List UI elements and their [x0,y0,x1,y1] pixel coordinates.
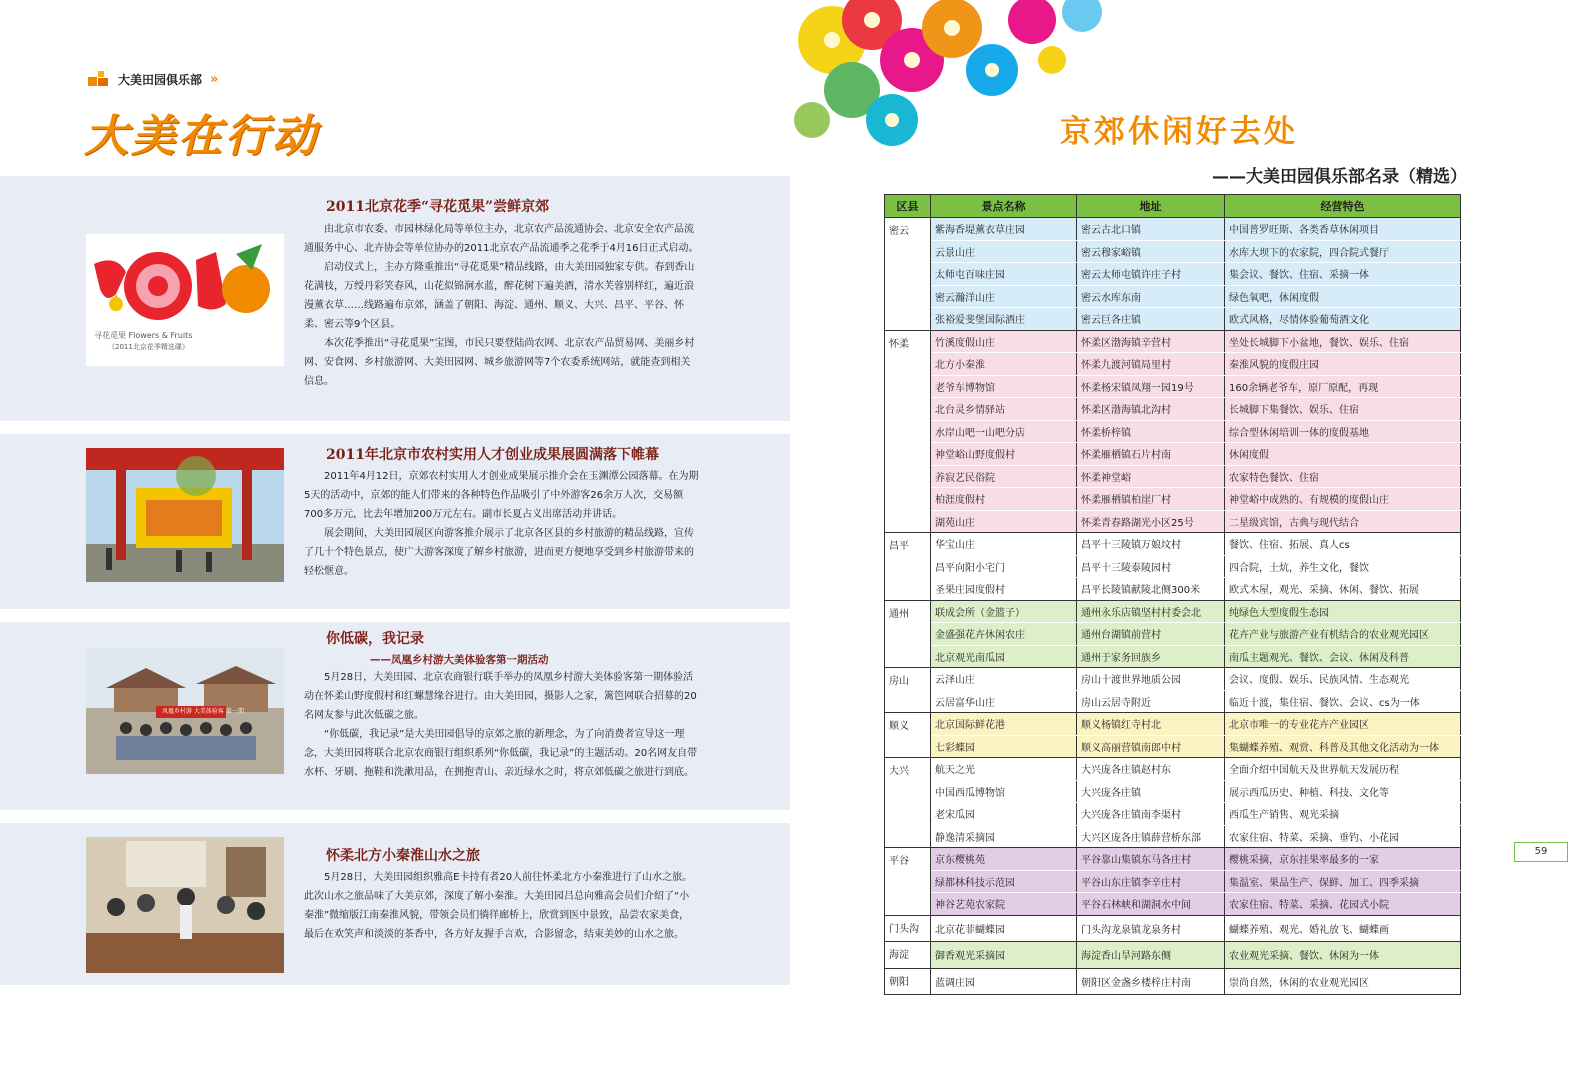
table-row [885,915,1461,942]
table-row [885,375,1461,398]
article-panel-4 [0,823,790,985]
feature-cell: 会议、度假、娱乐、民族风情、生态观光 [1225,668,1461,691]
address-cell: 昌平十三陵泰陵园村 [1077,555,1225,578]
feature-cell: 秦淮风貌的度假庄园 [1225,353,1461,376]
table-row [885,263,1461,286]
feature-cell: 餐饮、住宿、拓展、真人cs [1225,533,1461,556]
table-row [885,533,1461,556]
brand-name: 大美田园俱乐部 [118,72,203,87]
address-cell: 昌平十三陵镇万娘坟村 [1077,533,1225,556]
directory-title: 京郊休闲好去处 [1060,114,1298,150]
address-cell: 顺义杨镇红寺村北 [1077,713,1225,736]
region-cell: 朝阳 [885,968,931,995]
site-name-cell: 蓝调庄园 [931,968,1077,995]
site-name-cell: 绿都林科技示范园 [931,870,1077,893]
site-name-cell: 张裕爱斐堡国际酒庄 [931,308,1077,331]
expo-photo [86,448,284,582]
table-row [885,780,1461,803]
feature-cell: 综合型休闲培训一体的度假基地 [1225,420,1461,443]
site-name-cell: 云景山庄 [931,240,1077,263]
directory-subtitle: ——大美田园俱乐部名录（精选） [1212,167,1467,187]
feature-cell: 樱桃采摘，京东挂果率最多的一家 [1225,848,1461,871]
table-row [885,240,1461,263]
site-name-cell: 竹溪度假山庄 [931,330,1077,353]
article-body [304,467,699,581]
table-row [885,825,1461,848]
feature-cell: 南瓜主题观光、餐饮、会议、休闲及科普 [1225,645,1461,668]
table-row [885,353,1461,376]
site-name-cell: 云泽山庄 [931,668,1077,691]
site-name-cell: 金盛强花卉休闲农庄 [931,623,1077,646]
site-name-cell: 北方小秦淮 [931,353,1077,376]
table-row [885,690,1461,713]
article-paragraph: “你低碳，我记录”是大美田园倡导的京郊之旅的新理念，为了向消费者宣导这一理念，大美田园将联合北京农商银行组织系列“你低碳，我记录”的主题活动。20名网友自带水杯、牙刷、拖鞋和洗漱用品，在拥抱青山、亲近绿水之时，将京郊低碳之旅进行到底。 [304,729,698,778]
address-cell: 怀柔神堂峪 [1077,465,1225,488]
feature-cell: 中国普罗旺斯、各类香草休闲项目 [1225,218,1461,241]
address-cell: 怀柔青春路湖光小区25号 [1077,510,1225,533]
feature-cell: 全面介绍中国航天及世界航天发展历程 [1225,758,1461,781]
region-cell: 密云 [885,218,931,331]
feature-cell: 绿色氧吧，休闲度假 [1225,285,1461,308]
article-paragraph: 启动仪式上，主办方隆重推出“寻花觅果”精品线路，由大美田园独家专供。春到香山花满枝，万绶丹彩笑春风，山花似锦涧水蓝，醉花树下遍美酒，清水芙蓉别样红，遍近浪漫薰衣草……线路遍布京郊，涵盖了朝阳、海淀、通州、顺义、大兴、昌平、平谷、怀柔、密云等9个区县。 [304,262,695,330]
site-name-cell: 太师屯百味庄园 [931,263,1077,286]
feature-cell: 集蝴蝶养殖、观赏、科普及其他文化活动为一体 [1225,735,1461,758]
address-cell: 平谷石林峡和湖洞水中间 [1077,893,1225,916]
column-header: 区县 [885,195,931,218]
table-row [885,968,1461,995]
site-name-cell: 柏涯度假村 [931,488,1077,511]
article-paragraph: 5月28日，大美田园、北京农商银行联手举办的凤凰乡村游大美体验客第一期体验活动在怀柔山野度假村和红螺慧缘谷进行。由大美田园，摄影人之家，篱笆网联合招募的20名网友参与此次低碳之旅。 [304,672,697,721]
flower-fruit-logo [86,234,284,366]
table-row [885,803,1461,826]
table-row [885,308,1461,331]
article-panel-3 [0,622,790,810]
site-name-cell: 密云瀚洋山庄 [931,285,1077,308]
table-row [885,555,1461,578]
feature-cell: 西瓜生产销售、观光采摘 [1225,803,1461,826]
address-cell: 大兴庞各庄镇赵村东 [1077,758,1225,781]
feature-cell: 水库大坝下的农家院，四合院式餐厅 [1225,240,1461,263]
site-name-cell: 紫海香堤薰衣草庄园 [931,218,1077,241]
site-name-cell: 静逸清采摘园 [931,825,1077,848]
address-cell: 门头沟龙泉镇龙泉务村 [1077,915,1225,942]
feature-cell: 欧式风格，尽情体验葡萄酒文化 [1225,308,1461,331]
feature-cell: 北京市唯一的专业花卉产业园区 [1225,713,1461,736]
table-row [885,668,1461,691]
table-body [885,218,1461,995]
site-name-cell: 京东樱桃苑 [931,848,1077,871]
address-cell: 大兴区庞各庄镇薛营桥东部 [1077,825,1225,848]
logo-subcaption: 《2011北京花季精选碟》 [108,343,189,351]
table-row [885,735,1461,758]
table-row [885,623,1461,646]
address-cell: 通州于家务回族乡 [1077,645,1225,668]
region-cell: 房山 [885,668,931,713]
group-photo [86,648,284,774]
article-body [304,868,699,944]
feature-cell: 四合院，土炕，养生文化，餐饮 [1225,555,1461,578]
address-cell: 平谷山东庄镇李辛庄村 [1077,870,1225,893]
address-cell: 昌平长陵镇献陵北侧300米 [1077,578,1225,601]
address-cell: 平谷靠山集镇东马各庄村 [1077,848,1225,871]
feature-cell: 欧式木屋，观光、采摘、休闲、餐饮、拓展 [1225,578,1461,601]
brand-logo-icon [88,71,110,87]
table-row [885,218,1461,241]
region-cell: 怀柔 [885,330,931,533]
region-cell: 顺义 [885,713,931,758]
feature-cell: 农家特色餐饮、住宿 [1225,465,1461,488]
logo-caption: 寻花觅果 Flowers & Fruits [94,331,193,340]
feature-cell: 休闲度假 [1225,443,1461,466]
address-cell: 怀柔雁栖镇柏崖厂村 [1077,488,1225,511]
address-cell: 怀柔区渤海镇北沟村 [1077,398,1225,421]
column-header: 经营特色 [1225,195,1461,218]
meeting-photo [86,837,284,973]
feature-cell: 坐处长城脚下小盆地，餐饮、娱乐、住宿 [1225,330,1461,353]
table-row [885,510,1461,533]
feature-cell: 160余辆老爷车，原厂原配，再现 [1225,375,1461,398]
address-cell: 怀柔桥梓镇 [1077,420,1225,443]
site-name-cell: 老爷车博物馆 [931,375,1077,398]
feature-cell: 集温室、果品生产、保鲜、加工、四季采摘 [1225,870,1461,893]
page-title: 大美在行动 [84,111,319,162]
feature-cell: 展示西瓜历史、种植、科技、文化等 [1225,780,1461,803]
site-name-cell: 航天之光 [931,758,1077,781]
region-cell: 昌平 [885,533,931,601]
article-body [304,220,699,391]
site-name-cell: 北京观光南瓜园 [931,645,1077,668]
feature-cell: 纯绿色大型度假生态园 [1225,600,1461,623]
address-cell: 密云水库东南 [1077,285,1225,308]
table-row [885,870,1461,893]
address-cell: 大兴庞各庄镇南李渠村 [1077,803,1225,826]
column-header: 景点名称 [931,195,1077,218]
photo-banner-text: 凤凰乡村游 大美体验客 第一期 [162,708,244,715]
article-paragraph: 展会期间，大美田园展区向游客推介展示了北京各区县的乡村旅游的精品线路，宣传了几十个特色景点，使广大游客深度了解乡村旅游，进而更方便地享受到乡村旅游带来的轻松惬意。 [304,528,694,577]
address-cell: 海淀香山旱河路东侧 [1077,942,1225,969]
address-cell: 房山云居寺附近 [1077,690,1225,713]
table-row [885,713,1461,736]
table-row [885,465,1461,488]
article-paragraph: 5月28日，大美田园组织雅高E卡持有者20人前往怀柔北方小秦淮进行了山水之旅。此次山水之旅品味了大美京郊，深度了解小秦淮。大美田园吕总向雅高会员们介绍了“小秦淮”微缩版江南秦淮风貌，带领会员们徜徉廊桥上，欣赏到医中景致，品尝农家美食，最后在欢笑声和淡淡的茶香中，各方好友握手言欢，合影留念，结束美妙的山水之旅。 [304,872,693,940]
site-name-cell: 联成会所（金篮子） [931,600,1077,623]
article-paragraph: 本次花季推出“寻花觅果”宝图，市民只要登陆尚农网、北京农产品贸易网、美丽乡村网、安食网、乡村旅游网、大美田园网、城乡旅游网等7个农委系统网站，就能查到相关信息。 [304,338,695,387]
right-page [792,0,1584,1082]
address-cell: 密云太师屯镇许庄子村 [1077,263,1225,286]
table-row [885,285,1461,308]
table-row [885,848,1461,871]
address-cell: 房山十渡世界地质公园 [1077,668,1225,691]
table-header-row [885,195,1461,218]
table-row [885,420,1461,443]
feature-cell: 农业观光采摘、餐饮、休闲为一体 [1225,942,1461,969]
site-name-cell: 御香观光采摘园 [931,942,1077,969]
site-name-cell: 昌平向阳小宅门 [931,555,1077,578]
region-cell: 门头沟 [885,915,931,942]
feature-cell: 二星级宾馆，古典与现代结合 [1225,510,1461,533]
feature-cell: 长城脚下集餐饮、娱乐、住宿 [1225,398,1461,421]
site-name-cell: 华宝山庄 [931,533,1077,556]
address-cell: 怀柔区渤海镇辛营村 [1077,330,1225,353]
address-cell: 朝阳区金盏乡楼梓庄村南 [1077,968,1225,995]
article-paragraph: 2011年4月12日，京郊农村实用人才创业成果展示推介会在玉渊潭公园落幕。在为期5天的活动中，京郊的能人们带来的各种特色作品吸引了中外游客26余万人次，交易额700多万元，比去年增加200万元左右。副市长夏占义出席活动并讲话。 [304,471,699,520]
region-cell: 海淀 [885,942,931,969]
column-header: 地址 [1077,195,1225,218]
article-title: 怀柔北方小秦淮山水之旅 [326,848,480,864]
feature-cell: 临近十渡，集住宿、餐饮、会议、cs为一体 [1225,690,1461,713]
site-name-cell: 北京国际鲜花港 [931,713,1077,736]
site-name-cell: 中国西瓜博物馆 [931,780,1077,803]
table-row [885,942,1461,969]
address-cell: 怀柔九渡河镇局里村 [1077,353,1225,376]
table-row [885,600,1461,623]
directory-table [884,194,1461,995]
site-name-cell: 神堂峪山野度假村 [931,443,1077,466]
feature-cell: 农家住宿、特菜、采摘、花园式小院 [1225,893,1461,916]
region-cell: 平谷 [885,848,931,916]
feature-cell: 蝴蝶养殖、观光、婚礼放飞、蝴蝶画 [1225,915,1461,942]
table-row [885,578,1461,601]
feature-cell: 集会议、餐饮、住宿、采摘一体 [1225,263,1461,286]
address-cell: 怀柔杨宋镇凤翔一园19号 [1077,375,1225,398]
site-name-cell: 养寂艺民俗院 [931,465,1077,488]
article-subtitle: ——凤凰乡村游大美体验客第一期活动 [370,654,549,666]
feature-cell: 花卉产业与旅游产业有机结合的农业观光园区 [1225,623,1461,646]
site-name-cell: 七彩蝶园 [931,735,1077,758]
table-row [885,893,1461,916]
page-number: 59 [1514,842,1568,862]
article-title: 2011年北京市农村实用人才创业成果展圆满落下帷幕 [326,447,659,463]
address-cell: 密云穆家峪镇 [1077,240,1225,263]
address-cell: 通州永乐店镇坚村村委会北 [1077,600,1225,623]
address-cell: 顺义高丽营镇南郎中村 [1077,735,1225,758]
article-title: 2011北京花季“寻花觅果”尝鲜京郊 [326,199,550,215]
region-cell: 大兴 [885,758,931,848]
site-name-cell: 北京花菲蝴蝶园 [931,915,1077,942]
site-name-cell: 圣果庄园度假村 [931,578,1077,601]
site-name-cell: 水岸山吧一山吧分店 [931,420,1077,443]
article-paragraph: 由北京市农委、市园林绿化局等单位主办，北京农产品流通协会、北京安全农产品流通服务中心、北卉协会等单位协办的2011北京农产品流通季之花季于4月16日正式启动。 [304,224,699,254]
table-row [885,488,1461,511]
site-name-cell: 北台灵乡情驿站 [931,398,1077,421]
feature-cell: 崇尚自然，休闲的农业观光园区 [1225,968,1461,995]
table-row [885,645,1461,668]
address-cell: 密云巨各庄镇 [1077,308,1225,331]
article-title: 你低碳，我记录 [326,631,424,647]
region-cell: 通州 [885,600,931,668]
brand-arrow-icon: » [210,71,219,87]
site-name-cell: 云居富华山庄 [931,690,1077,713]
site-name-cell: 神谷艺苑农家院 [931,893,1077,916]
address-cell: 通州台湖镇前营村 [1077,623,1225,646]
site-name-cell: 湖苑山庄 [931,510,1077,533]
feature-cell: 农家住宿、特菜、采摘、垂钓、小花园 [1225,825,1461,848]
table-row [885,443,1461,466]
brand-header [88,70,218,88]
table-row [885,758,1461,781]
address-cell: 大兴庞各庄镇 [1077,780,1225,803]
table-row [885,330,1461,353]
article-panel-2 [0,434,790,609]
article-body [304,668,699,782]
table-row [885,398,1461,421]
feature-cell: 神堂峪中成熟的、有规模的度假山庄 [1225,488,1461,511]
address-cell: 怀柔雁栖镇石片村南 [1077,443,1225,466]
site-name-cell: 老宋瓜园 [931,803,1077,826]
article-panel-1 [0,176,790,421]
address-cell: 密云古北口镇 [1077,218,1225,241]
